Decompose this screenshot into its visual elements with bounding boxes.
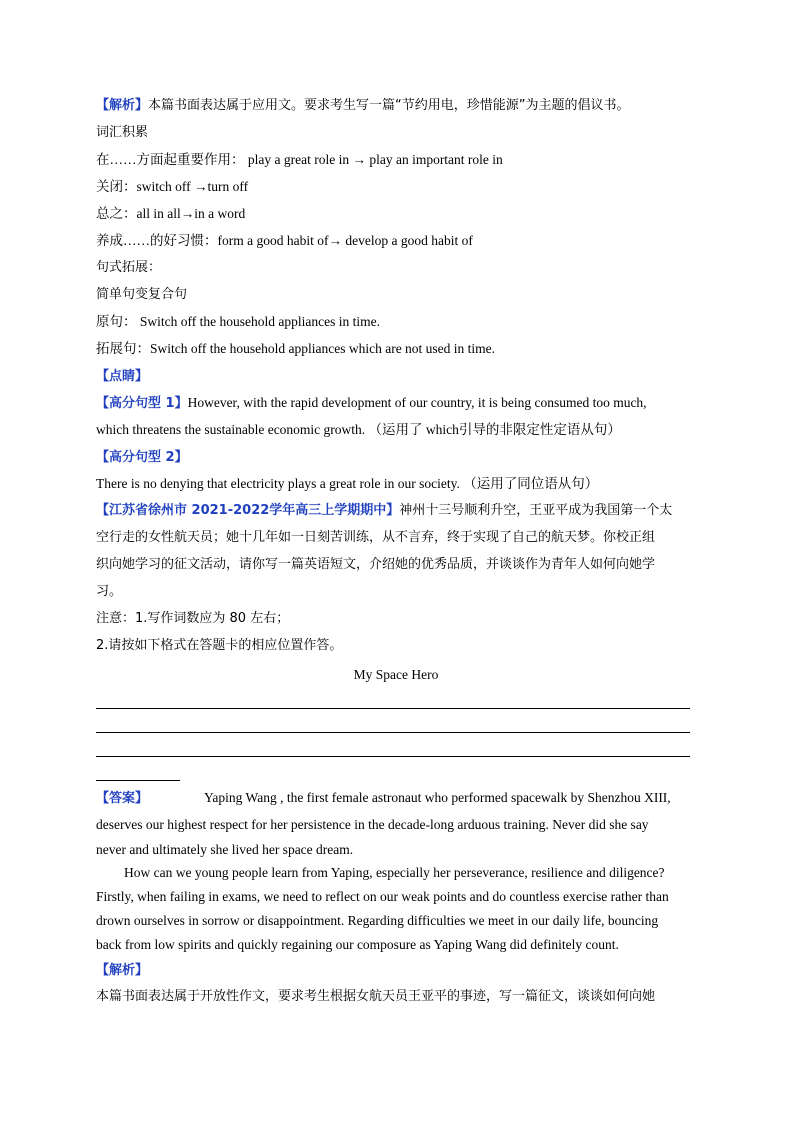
question-text-3: 织向她学习的征文活动，请你写一篇英语短文，介绍她的优秀品质，并谈谈作为青年人如何向她学: [96, 557, 656, 572]
essay-title: My Space Hero: [353, 667, 439, 682]
analysis-heading-2: [96, 960, 148, 981]
high-score-sentence-1: [96, 393, 647, 414]
answer-text-1: Yaping Wang , the first female astronaut who performed spacewalk by Shenzhou XIII,: [204, 790, 671, 805]
analysis-tag-2: 【解析】: [96, 963, 149, 978]
high-score-tag-1: 【高分句型 1】: [96, 396, 188, 411]
question-source-tag: 【江苏省徐州市 2021-2022学年高三上学期期中】: [96, 503, 400, 518]
answer-text-7: back from low spirits and quickly regaining our composure as Yaping Wang did definitely count.: [96, 937, 619, 952]
high-score-sentence-1-cont: which threatens the sustainable economic growth. （运用了 which引导的非限定性定语从句）: [96, 422, 621, 437]
question-text-2: 空行走的女性航天员；她十几年如一日刻苦训练，从不言弃，终于实现了自己的航天梦。你校正组: [96, 530, 656, 545]
vocab-item-3: 总之：all in all→in a word: [96, 206, 246, 221]
expanded-sentence: 拓展句：Switch off the household appliances which are not used in time.: [96, 341, 496, 356]
answer-line-4: [96, 780, 180, 781]
high-score-text-1: However, with the rapid development of our country, it is being consumed too much,: [187, 395, 647, 410]
answer-text-2: deserves our highest respect for her persistence in the decade-long arduous training. Never did she say: [96, 817, 649, 832]
highlight-heading: [96, 366, 148, 387]
sentence-expand-heading: 句式拓展：: [96, 260, 162, 275]
highlight-tag: 【点睛】: [96, 369, 149, 384]
answer-line: [96, 788, 671, 809]
vocab-item-4: 养成……的好习惯：form a good habit of→ develop a good habit of: [96, 233, 473, 248]
answer-line-2: [96, 732, 690, 733]
note-1: 注意：1.写作词数应为 80 左右；: [96, 611, 290, 626]
vocab-heading: 词汇积累: [96, 125, 149, 140]
analysis-text-2: 本篇书面表达属于开放性作文，要求考生根据女航天员王亚平的事迹，写一篇征文，谈谈如何向她: [96, 989, 656, 1004]
answer-text-3: never and ultimately she lived her space dream.: [96, 842, 354, 857]
high-score-tag-2: 【高分句型 2】: [96, 450, 188, 465]
analysis-tag: 【解析】: [96, 98, 149, 113]
simple-to-complex-heading: 简单句变复合句: [96, 287, 188, 302]
question-source-line: [96, 501, 672, 521]
answer-text-4: How can we young people learn from Yaping, especially her perseverance, resilience and diligence?: [124, 865, 665, 880]
answer-tag: 【答案】: [96, 791, 149, 806]
vocab-item-1: 在……方面起重要作用： play a great role in → play an important role in: [96, 152, 503, 167]
original-sentence: 原句： Switch off the household appliances in time.: [96, 314, 380, 329]
answer-line-1: [96, 708, 690, 709]
question-text-4: 习。: [96, 584, 123, 599]
analysis-text: 本篇书面表达属于应用文。要求考生写一篇“节约用电，珍惜能源”为主题的倡议书。: [148, 98, 630, 113]
vocab-item-2: 关闭：switch off →turn off: [96, 179, 249, 194]
answer-text-5: Firstly, when failing in exams, we need to reflect on our weak points and do countless exercise rather than: [96, 889, 669, 904]
note-2: 2.请按如下格式在答题卡的相应位置作答。: [96, 638, 343, 653]
question-text-1: 神州十三号顺利升空，王亚平成为我国第一个太: [399, 503, 673, 518]
high-score-sentence-2: There is no denying that electricity plays a great role in our society. （运用了同位语从句）: [96, 476, 599, 491]
high-score-heading-2: [96, 447, 188, 468]
analysis-heading-line: [96, 96, 630, 116]
answer-text-6: drown ourselves in sorrow or disappointment. Regarding difficulties we meet in our daily life, bouncing: [96, 913, 659, 928]
answer-line-3: [96, 756, 690, 757]
